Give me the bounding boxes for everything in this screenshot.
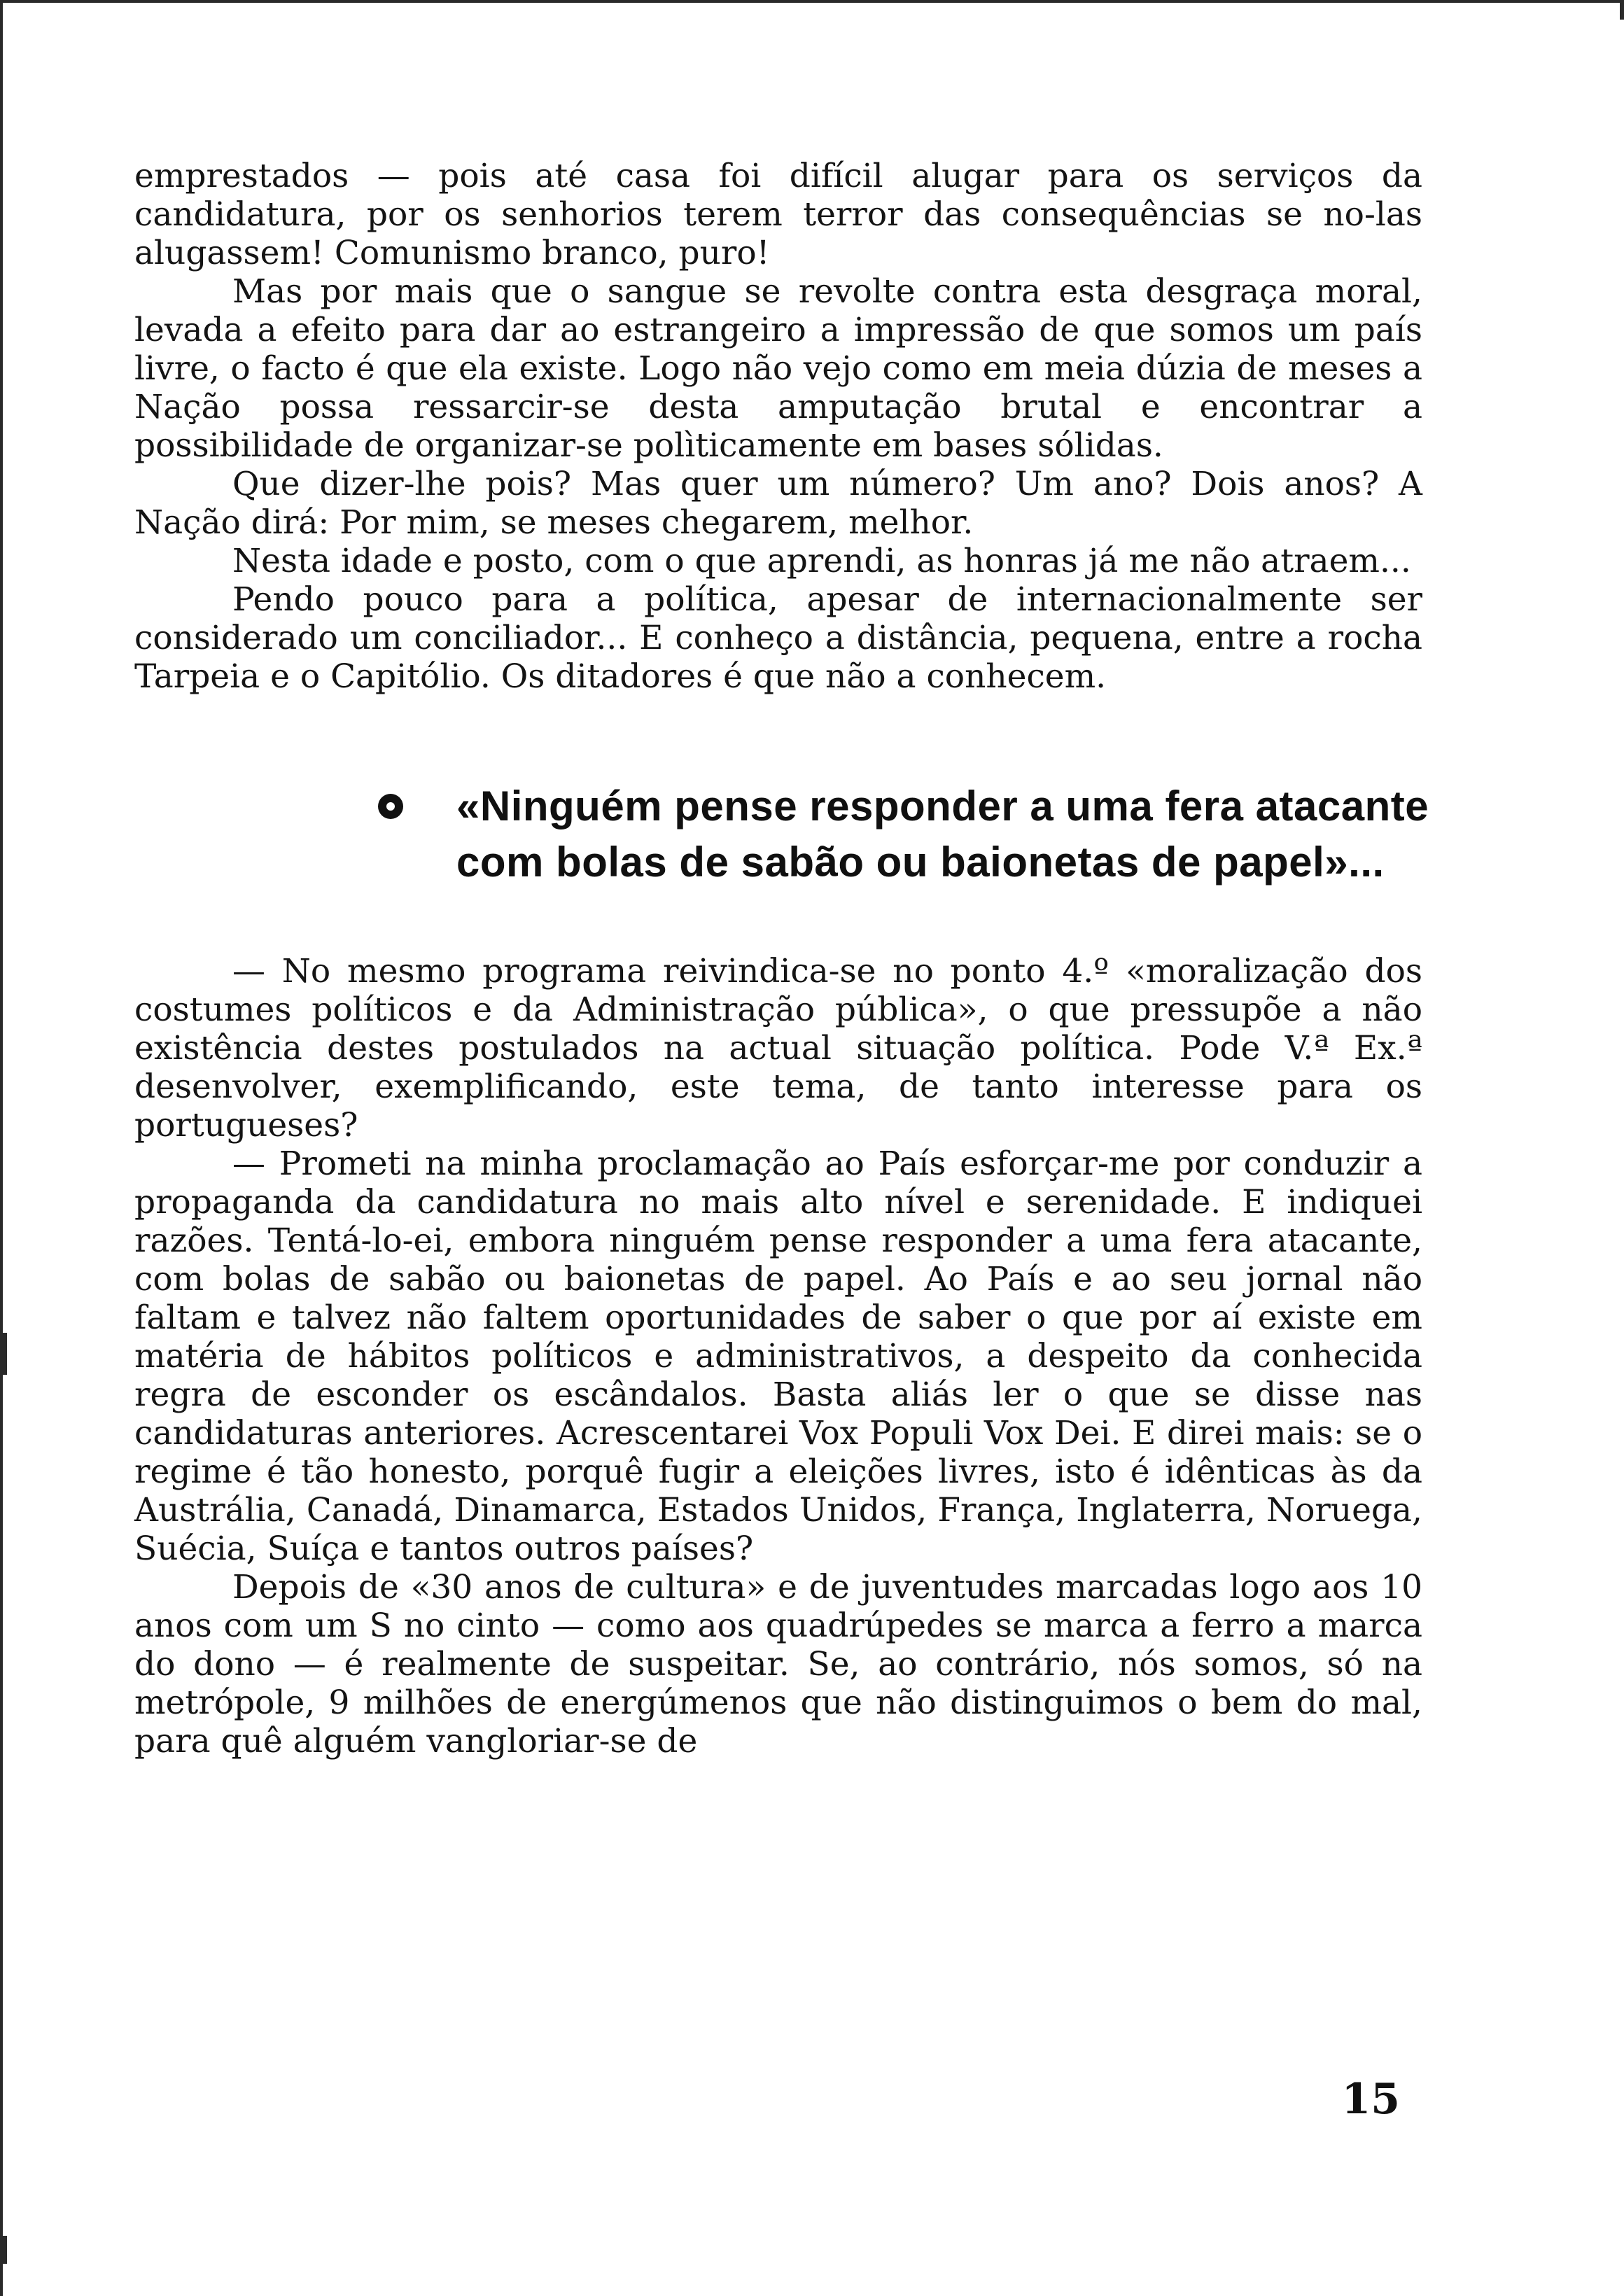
paragraph: Depois de «30 anos de cultura» e de juventudes marcadas logo aos 10 anos com um S no cinto — como aos quadrúpedes se marca a ferro a marca do dono — é realmente de suspeitar. Se, ao contrário, nós somos, só na metrópole, 9 milhões de energúmenos que não distinguimos o bem do mal, para quê alguém vangloriar-se de <box>134 1568 1422 1760</box>
paragraph: Que dizer-lhe pois? Mas quer um número? Um ano? Dois anos? A Nação dirá: Por mim, se meses chegarem, melhor. <box>134 465 1422 542</box>
paragraph: emprestados — pois até casa foi difícil alugar para os serviços da candidatura, por os senhorios terem terror das consequências se no-las alugassem! Comunismo branco, puro! <box>134 157 1422 272</box>
scan-edge-mark <box>1578 3 1624 20</box>
scan-edge-mark <box>3 1333 7 1375</box>
paragraph: — Prometi na minha proclamação ao País esforçar-me por conduzir a propaganda da candidatura no mais alto nível e serenidade. E indiquei razões. Tentá-lo-ei, embora ninguém pense responder a uma fera atacante, com bolas de sabão ou baionetas de papel. Ao País e ao seu jornal não faltam e talvez não faltem oportunidades de saber o que por aí existe em matéria de hábitos políticos e administrativos, a despeito da conhecida regra de esconder os escândalos. Basta aliás ler o que se disse nas candidaturas anteriores. Acrescentarei Vox Populi Vox Dei. E direi mais: se o regime é tão honesto, porquê fugir a eleições livres, isto é idênticas às da Austrália, Canadá, Dinamarca, Estados Unidos, França, Inglaterra, Noruega, Suécia, Suíça e tantos outros países? <box>134 1144 1422 1568</box>
paragraph: Pendo pouco para a política, apesar de internacionalmente ser considerado um conciliador... E conheço a distância, pequena, entre a rocha Tarpeia e o Capitólio. Os ditadores é que não a conhecem. <box>134 580 1422 696</box>
text-column <box>134 157 1429 1760</box>
scan-edge-mark <box>3 2236 7 2264</box>
paragraph: — No mesmo programa reivindica-se no ponto 4.º «moralização dos costumes políticos e da Administração pública», o que pressupõe a não existência destes postulados na actual situação política. Pode V.ª Ex.ª desenvolver, exemplificando, este tema, de tanto interesse para os portugueses? <box>134 952 1422 1144</box>
section-heading <box>134 778 1429 890</box>
paragraph: Nesta idade e posto, com o que aprendi, as honras já me não atraem... <box>232 542 1411 580</box>
bullet-icon <box>378 794 403 819</box>
page-number: 15 <box>1341 2075 1400 2124</box>
heading-line: «Ninguém pense responder a uma fera atacante <box>456 783 1429 830</box>
paragraph: Mas por mais que o sangue se revolte contra esta desgraça moral, levada a efeito para dar ao estrangeiro a impressão de que somos um país livre, o facto é que ela existe. Logo não vejo como em meia dúzia de meses a Nação possa ressarcir-se desta amputação brutal e encontrar a possibilidade de organizar-se polìticamente em bases sólidas. <box>134 272 1422 465</box>
heading-line: com bolas de sabão ou baionetas de papel»... <box>456 839 1385 886</box>
